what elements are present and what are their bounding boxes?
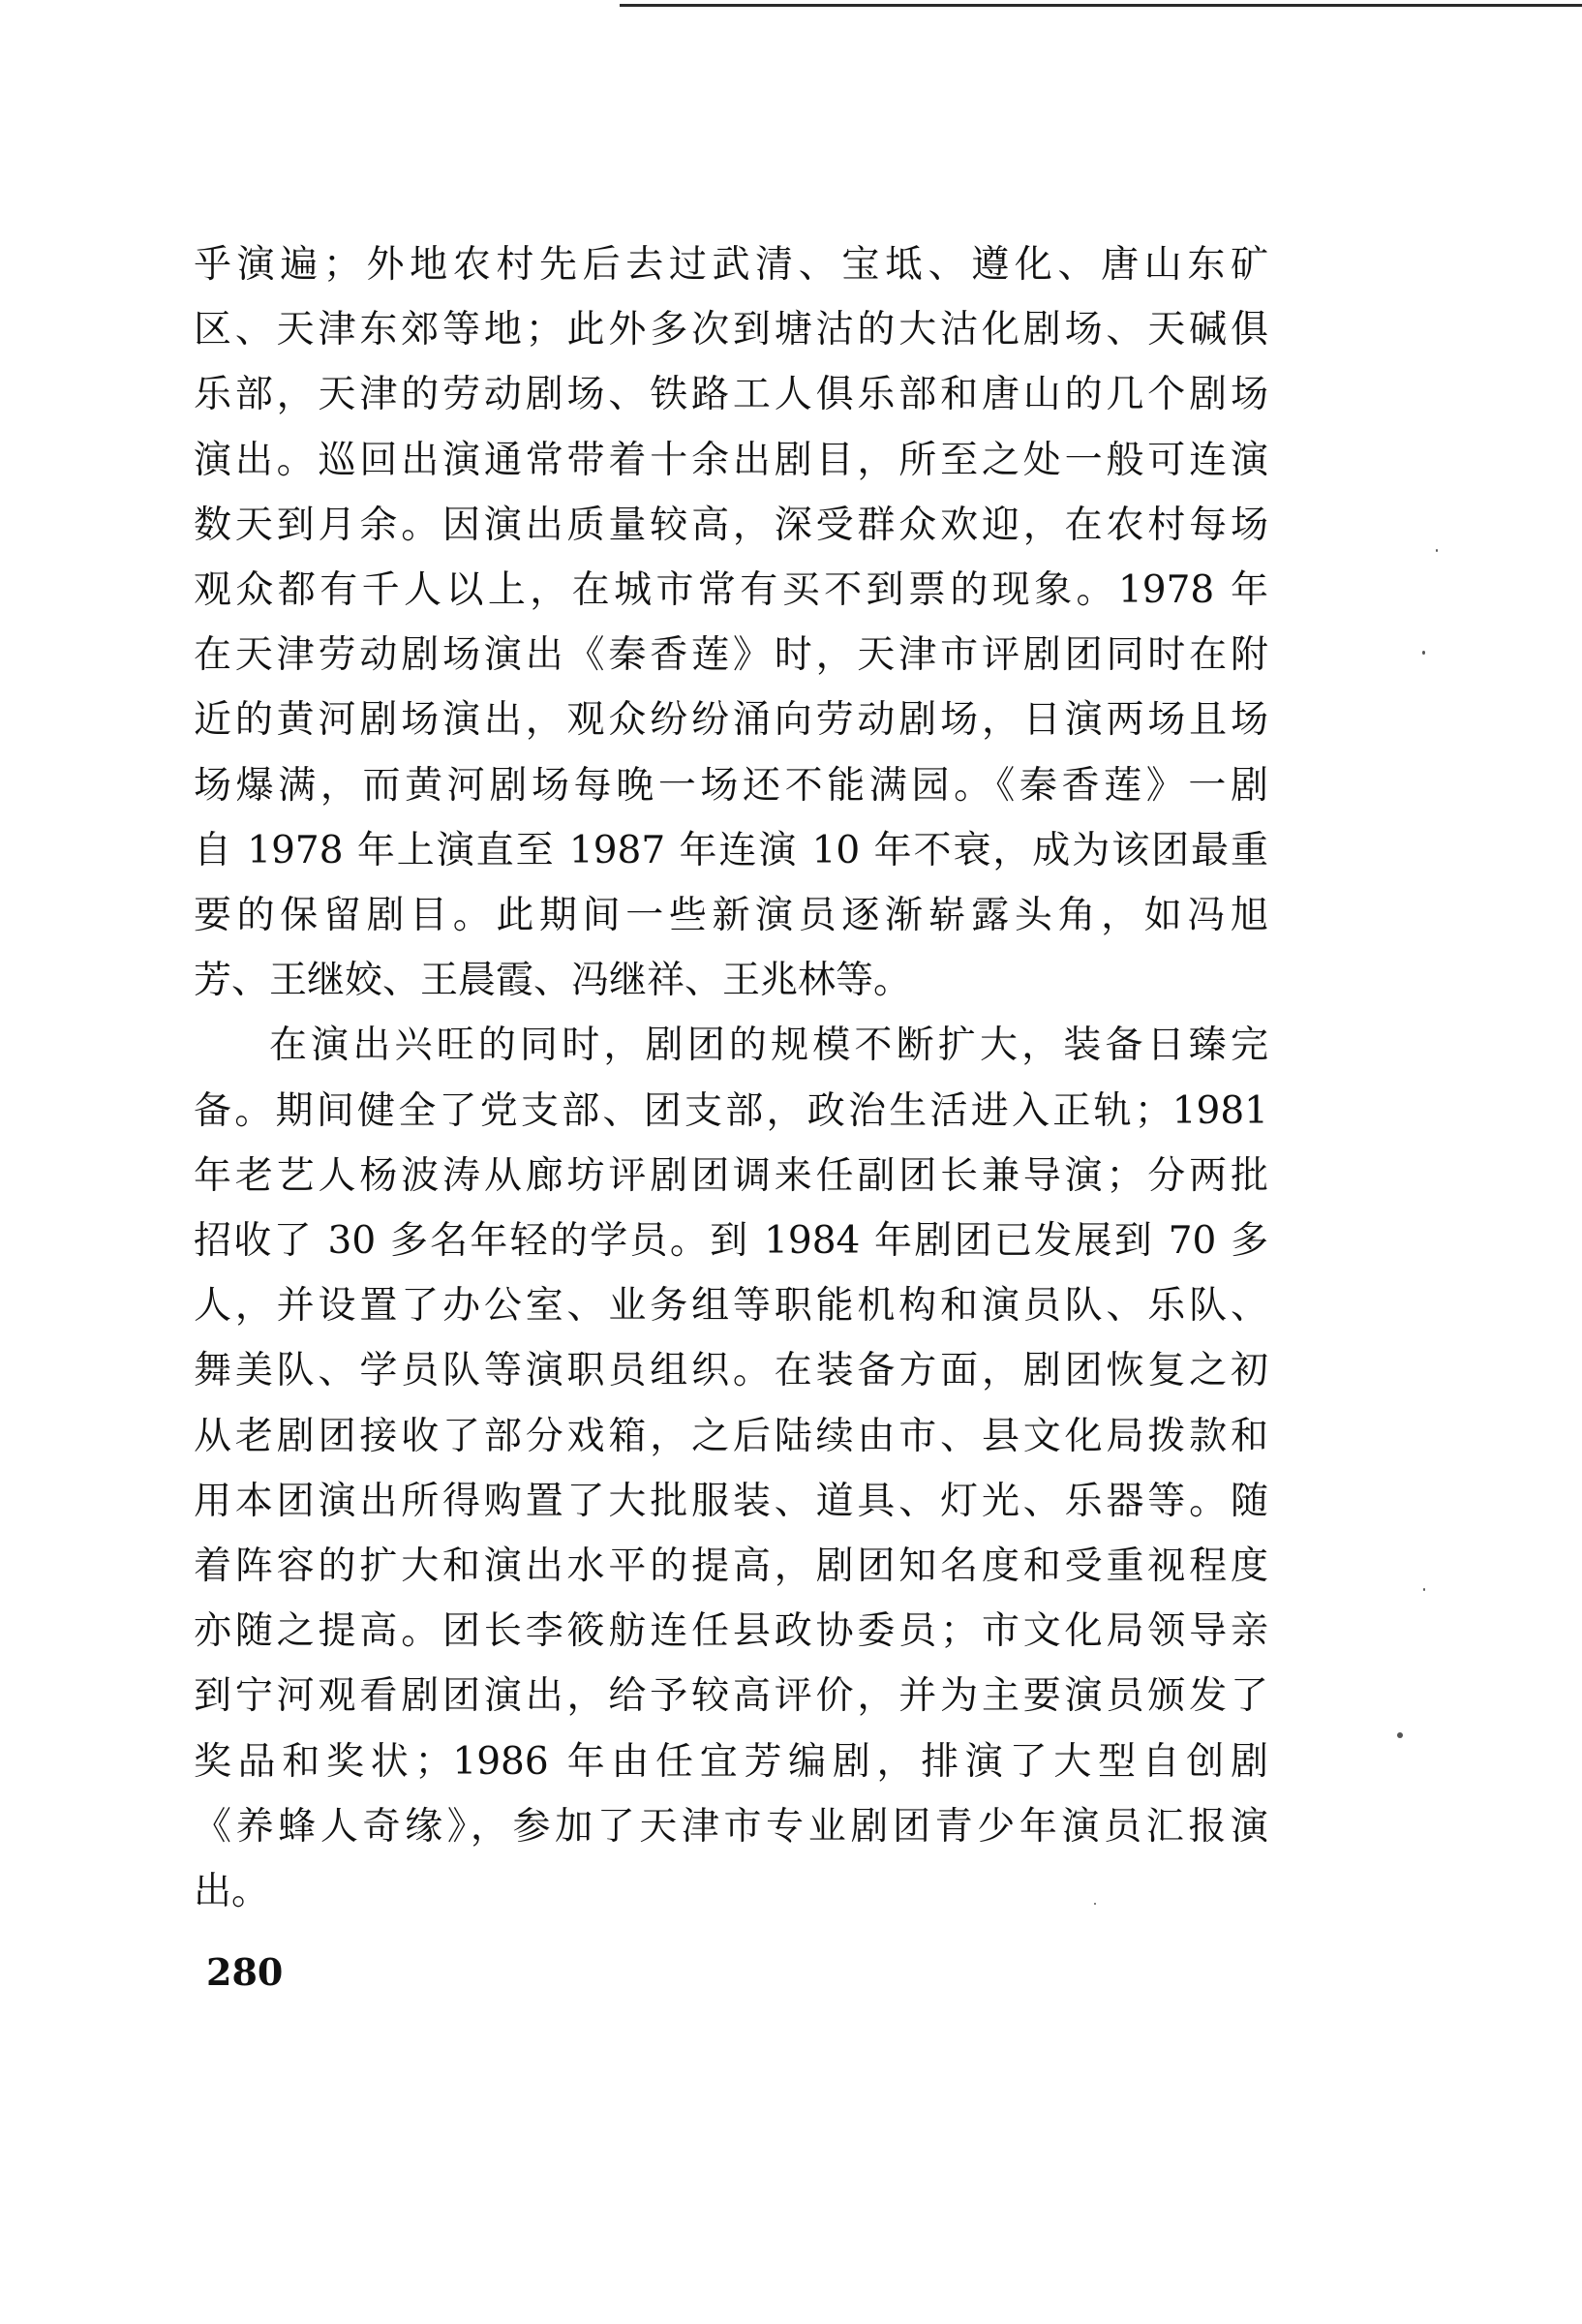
text-line: 场爆满，而黄河剧场每晚一场还不能满园。《秦香莲》一剧 xyxy=(194,763,1268,808)
text-line: 在天津劳动剧场演出《秦香莲》时，天津市评剧团同时在附 xyxy=(194,633,1268,678)
text-line: 《养蜂人奇缘》，参加了天津市专业剧团青少年演员汇报演 xyxy=(194,1804,1268,1849)
text-line: 区、天津东郊等地；此外多次到塘沽的大沽化剧场、天碱俱 xyxy=(194,308,1268,352)
text-line: 要的保留剧目。此期间一些新演员逐渐崭露头角，如冯旭 xyxy=(194,894,1268,938)
paragraph-2 xyxy=(194,1013,1268,1924)
text-line: 出。 xyxy=(194,1870,270,1914)
text-line: 演出。巡回出演通常带着十余出剧目，所至之处一般可连演 xyxy=(194,438,1268,482)
text-line: 数天到月余。因演出质量较高，深受群众欢迎，在农村每场 xyxy=(194,503,1268,547)
text-line: 年老艺人杨波涛从廊坊评剧团调来任副团长兼导演；分两批 xyxy=(194,1153,1268,1198)
text-line: 近的黄河剧场演出，观众纷纷涌向劳动剧场，日演两场且场 xyxy=(194,698,1268,743)
text-line: 用本团演出所得购置了大批服装、道具、灯光、乐器等。随 xyxy=(194,1479,1268,1523)
scan-speck xyxy=(1397,1732,1403,1738)
text-line: 芳、王继姣、王晨霞、冯继祥、王兆林等。 xyxy=(194,959,912,1003)
scan-speck xyxy=(1094,1903,1096,1905)
page-number: 280 xyxy=(206,1950,284,1994)
text-line: 奖品和奖状；1986 年由任宜芳编剧，排演了大型自创剧 xyxy=(194,1739,1268,1784)
text-line: 自 1978 年上演直至 1987 年连演 10 年不衰，成为该团最重 xyxy=(194,828,1268,872)
text-line: 在演出兴旺的同时，剧团的规模不断扩大，装备日臻完 xyxy=(269,1024,1268,1068)
text-line: 舞美队、学员队等演职员组织。在装备方面，剧团恢复之初 xyxy=(194,1349,1268,1393)
top-border-rule xyxy=(620,4,1582,7)
text-line: 到宁河观看剧团演出，给予较高评价，并为主要演员颁发了 xyxy=(194,1674,1268,1719)
body-text xyxy=(194,232,1268,1924)
scan-speck xyxy=(1422,651,1425,655)
text-line: 备。期间健全了党支部、团支部，政治生活进入正轨；1981 xyxy=(194,1088,1268,1133)
text-line: 亦随之提高。团长李筱舫连任县政协委员；市文化局领导亲 xyxy=(194,1609,1268,1654)
text-line: 着阵容的扩大和演出水平的提高，剧团知名度和受重视程度 xyxy=(194,1544,1268,1589)
text-line: 从老剧团接收了部分戏箱，之后陆续由市、县文化局拨款和 xyxy=(194,1414,1268,1458)
text-line: 乐部，天津的劳动剧场、铁路工人俱乐部和唐山的几个剧场 xyxy=(194,373,1268,417)
text-line: 人，并设置了办公室、业务组等职能机构和演员队、乐队、 xyxy=(194,1284,1268,1329)
scan-speck xyxy=(1423,1588,1425,1591)
scan-speck xyxy=(1436,549,1438,552)
text-line: 观众都有千人以上，在城市常有买不到票的现象。1978 年 xyxy=(194,568,1268,613)
text-line: 招收了 30 多名年轻的学员。到 1984 年剧团已发展到 70 多 xyxy=(194,1219,1268,1264)
text-line: 乎演遍；外地农村先后去过武清、宝坻、遵化、唐山东矿 xyxy=(194,243,1268,287)
paragraph-1 xyxy=(194,232,1268,1013)
